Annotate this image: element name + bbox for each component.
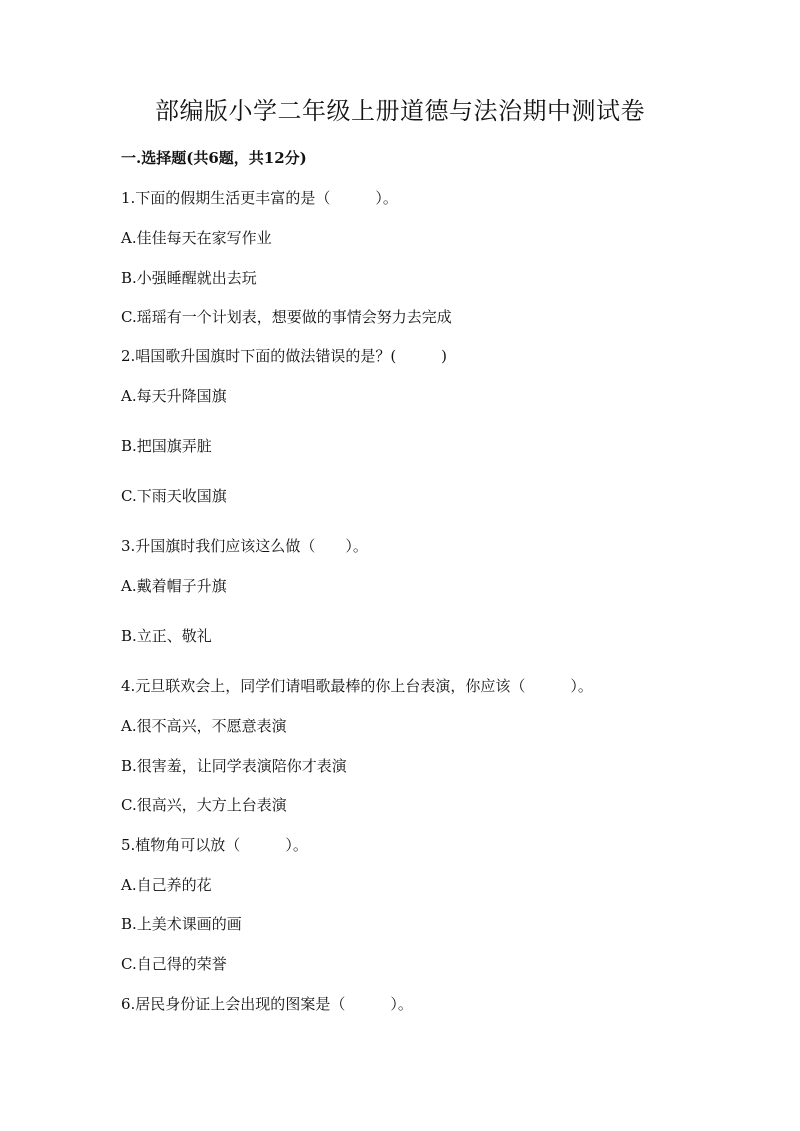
question-2-option-c: C.下雨天收国旗 (121, 487, 227, 505)
question-6-stem: 6.居民身份证上会出现的图案是（ ）。 (121, 995, 413, 1013)
question-2-option-b: B.把国旗弄脏 (121, 437, 212, 455)
question-4-option-c: C.很高兴，大方上台表演 (121, 796, 287, 814)
question-3-stem: 3.升国旗时我们应该这么做（ ）。 (121, 537, 368, 555)
question-4-option-b: B.很害羞，让同学表演陪你才表演 (121, 757, 347, 775)
question-2-option-a: A.每天升降国旗 (121, 387, 227, 405)
question-1-stem: 1.下面的假期生活更丰富的是（ ）。 (121, 189, 398, 207)
question-2-stem: 2.唱国歌升国旗时下面的做法错误的是？( ) (121, 347, 448, 365)
question-1-option-a: A.佳佳每天在家写作业 (121, 229, 272, 247)
question-5-option-a: A.自己养的花 (121, 876, 212, 894)
question-5-option-b: B.上美术课画的画 (121, 915, 242, 933)
question-5-option-c: C.自己得的荣誉 (121, 955, 227, 973)
section-heading: 一.选择题(共6题，共12分) (121, 149, 307, 167)
question-4-stem: 4.元旦联欢会上，同学们请唱歌最棒的你上台表演，你应该（ ）。 (121, 677, 593, 695)
page-title: 部编版小学二年级上册道德与法治期中测试卷 (155, 97, 645, 125)
question-3-option-a: A.戴着帽子升旗 (121, 577, 227, 595)
question-1-option-c: C.瑶瑶有一个计划表，想要做的事情会努力去完成 (121, 308, 452, 326)
question-5-stem: 5.植物角可以放（ ）。 (121, 836, 308, 854)
question-4-option-a: A.很不高兴，不愿意表演 (121, 717, 287, 735)
question-3-option-b: B.立正、敬礼 (121, 627, 212, 645)
question-1-option-b: B.小强睡醒就出去玩 (121, 269, 257, 287)
